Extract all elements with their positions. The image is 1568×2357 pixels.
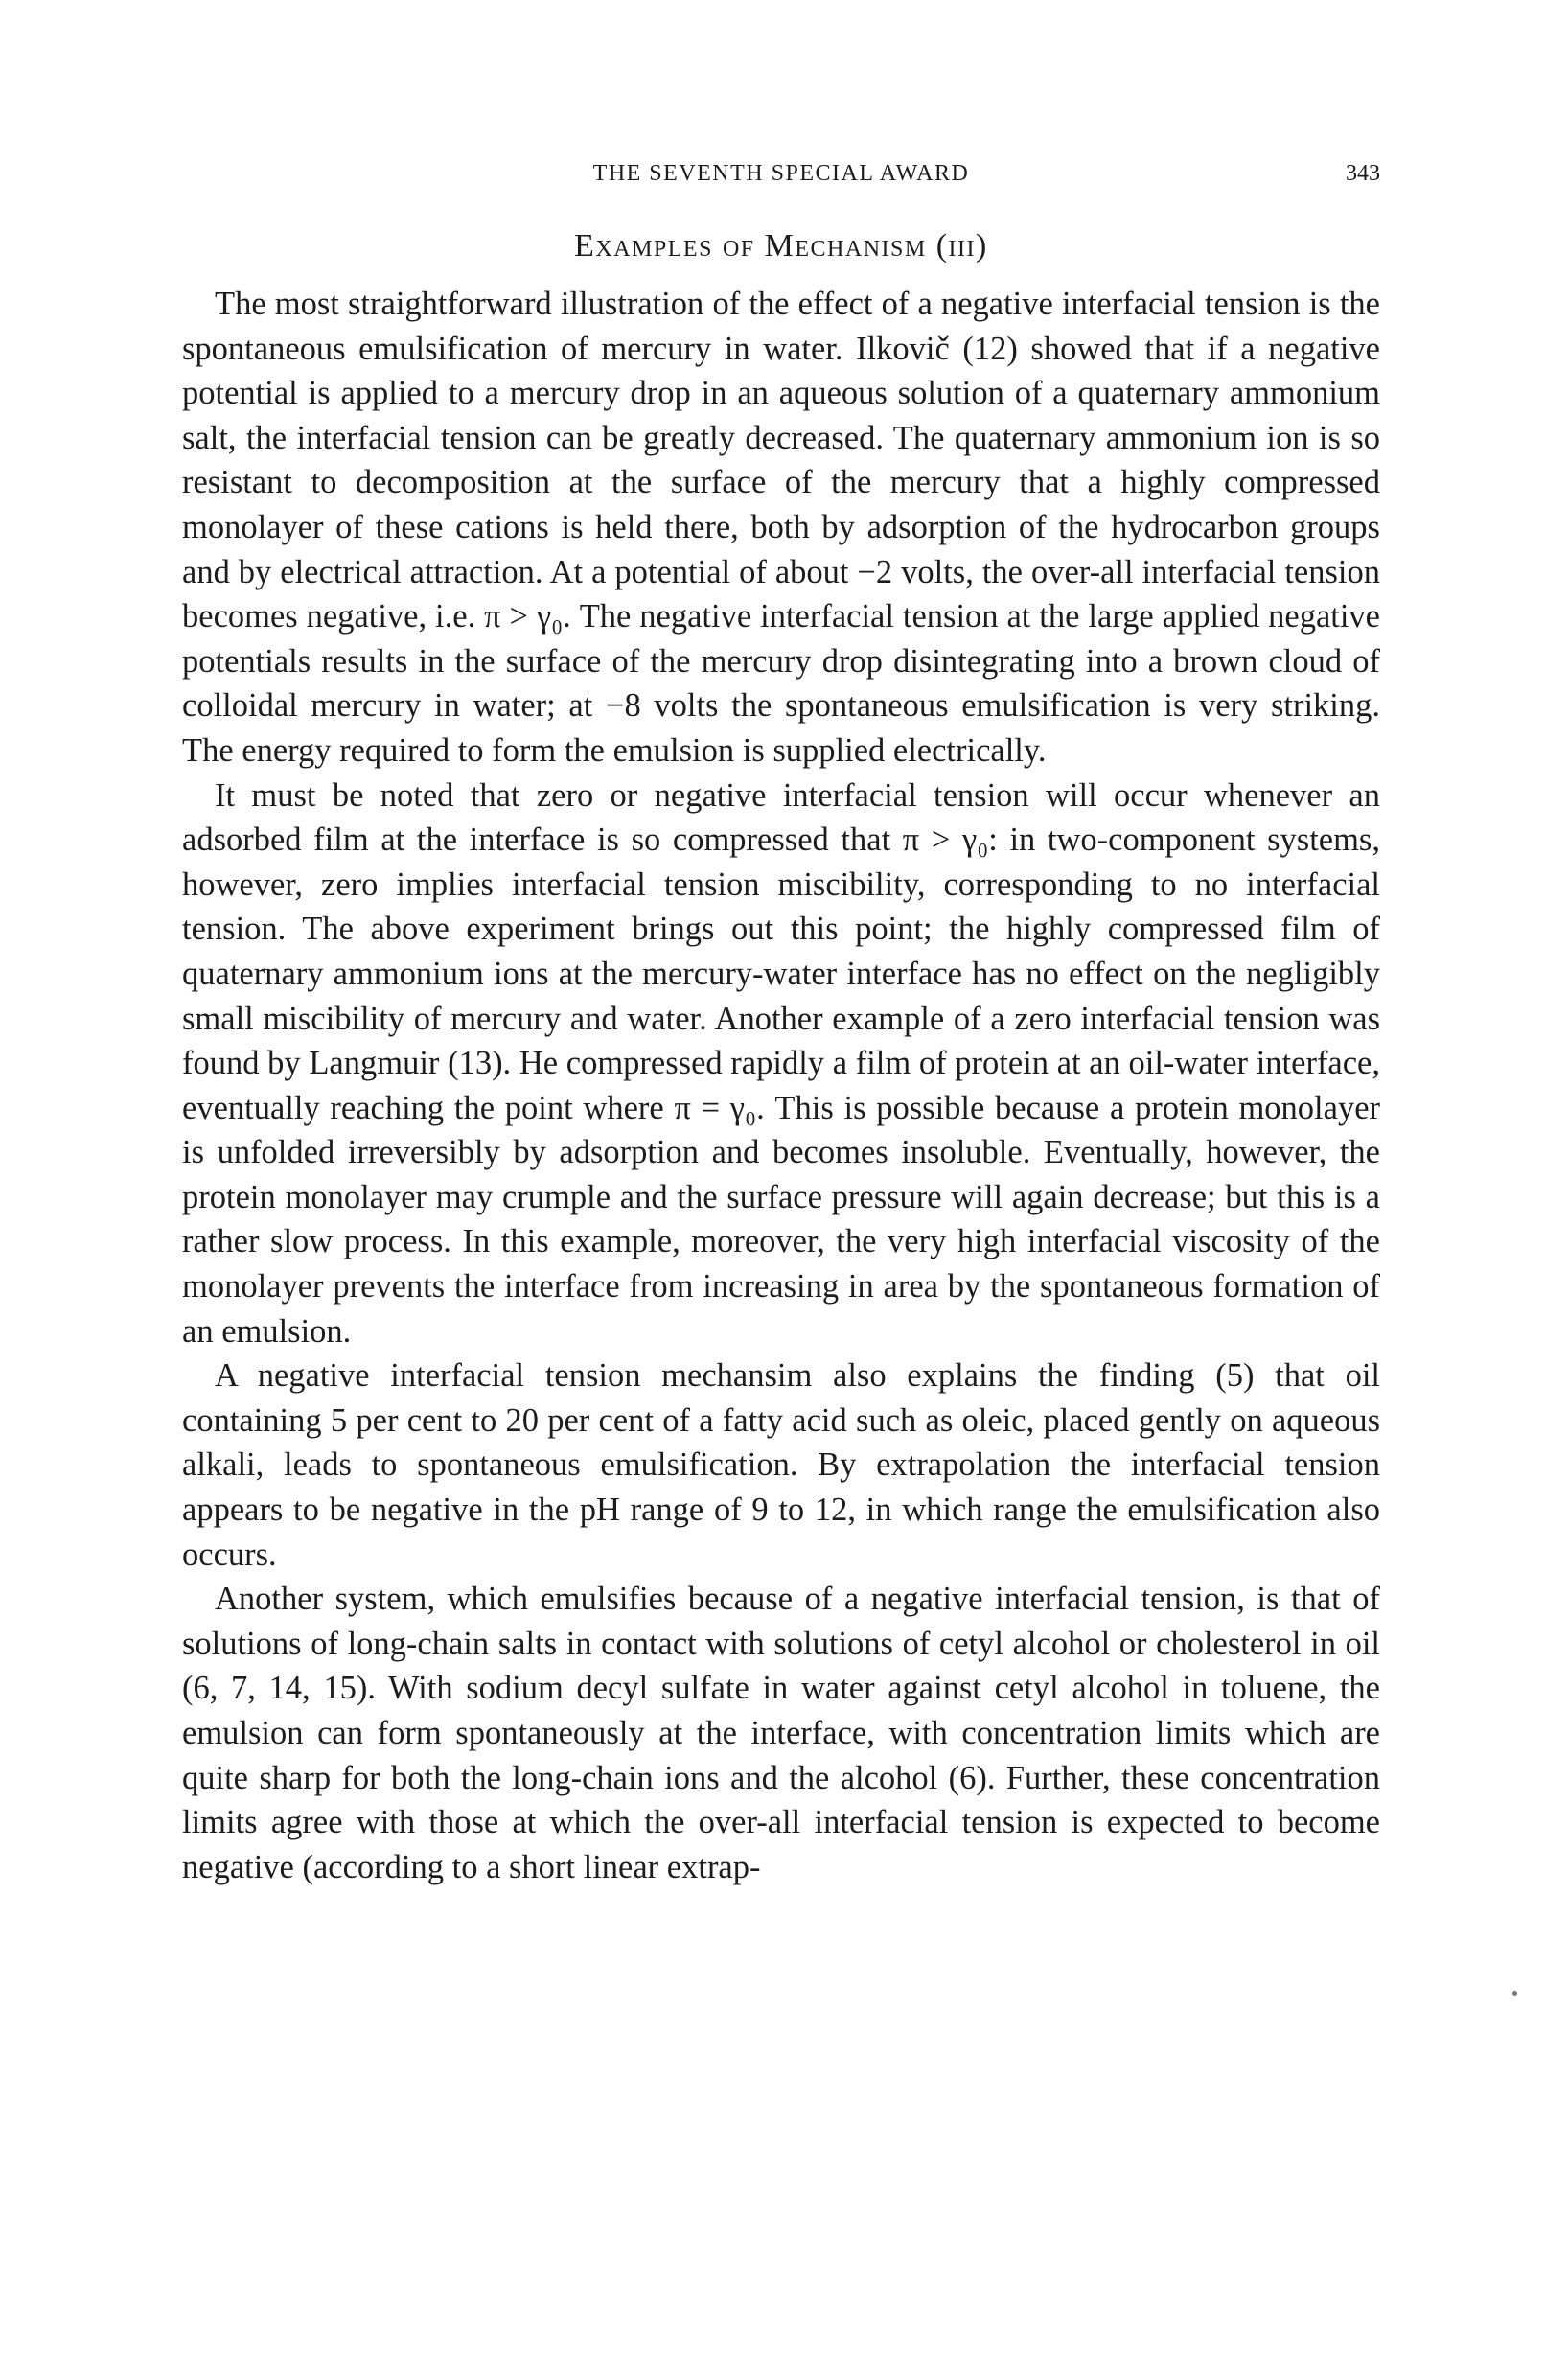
page-number: 343: [1346, 161, 1380, 186]
paragraph-fatty-acid-oil: A negative interfacial tension mechansim also explains the finding (5) that oil containing 5 per cent to 20 per cent of a fatty acid such as oleic, placed gently on aqueous alkali, leads to spontaneous emulsification. By extrapolation the interfacial tension appears to be negative in the pH range of 9 to 12, in which range the emulsification also occurs.: [182, 1357, 1380, 1573]
paragraph-zero-interfacial-tension: It must be noted that zero or negative interfacial tension will occur whenever an adsorbed film at the interface is so compressed that π > γ₀: in two-component systems, however, zero implies interfacial tension miscibility, corresponding to no interfacial tension. The above experiment brings out this point; the highly compressed film of quaternary ammonium ions at the mercury-water interface has no effect on the negligibly small miscibility of mercury and water. Another example of a zero interfacial tension was found by Langmuir (13). He compressed rapidly a film of protein at an oil-water interface, eventually reaching the point where π = γ₀. This is possible because a protein monolayer is unfolded irreversibly by adsorption and becomes insoluble. Eventually, however, the protein monolayer may crumple and the surface pressure will again decrease; but this is a rather slow process. In this example, moreover, the very high interfacial viscosity of the monolayer prevents the interface from increasing in area by the spontaneous formation of an emulsion.: [182, 776, 1380, 1350]
paragraph-mercury-emulsification: The most straightforward illustration of the effect of a negative interfacial tension is the spontaneous emulsification of mercury in water. Ilkovič (12) showed that if a negative potential is applied to a mercury drop in an aqueous solution of a quaternary ammonium salt, the interfacial tension can be greatly decreased. The quaternary ammonium ion is so resistant to decomposition at the surface of the mercury that a highly compressed monolayer of these cations is held there, both by adsorption of the hydrocarbon groups and by electrical attraction. At a potential of about −2 volts, the over-all interfacial tension becomes negative, i.e. π > γ₀. The negative interfacial tension at the large applied negative potentials results in the surface of the mercury drop disintegrating into a brown cloud of colloidal mercury in water; at −8 volts the spontaneous emulsification is very striking. The energy required to form the emulsion is supplied electrically.: [182, 286, 1380, 769]
margin-dot: [1512, 1991, 1517, 1996]
section-heading: Examples of Mechanism (iii): [574, 228, 988, 264]
running-title: THE SEVENTH SPECIAL AWARD: [592, 161, 970, 186]
body-text: [182, 282, 1380, 1889]
paragraph-long-chain-salts: Another system, which emulsifies because of a negative interfacial tension, is that of solutions of long-chain salts in contact with solutions of cetyl alcohol or cholesterol in oil (6, 7, 14, 15). With sodium decyl sulfate in water against cetyl alcohol in toluene, the emulsion can form spontaneously at the interface, with concentration limits which are quite sharp for both the long-chain ions and the alcohol (6). Further, these concentration limits agree with those at which the over-all interfacial tension is expected to become negative (according to a short linear extrap-: [182, 1581, 1380, 1885]
running-head: [182, 159, 1380, 197]
